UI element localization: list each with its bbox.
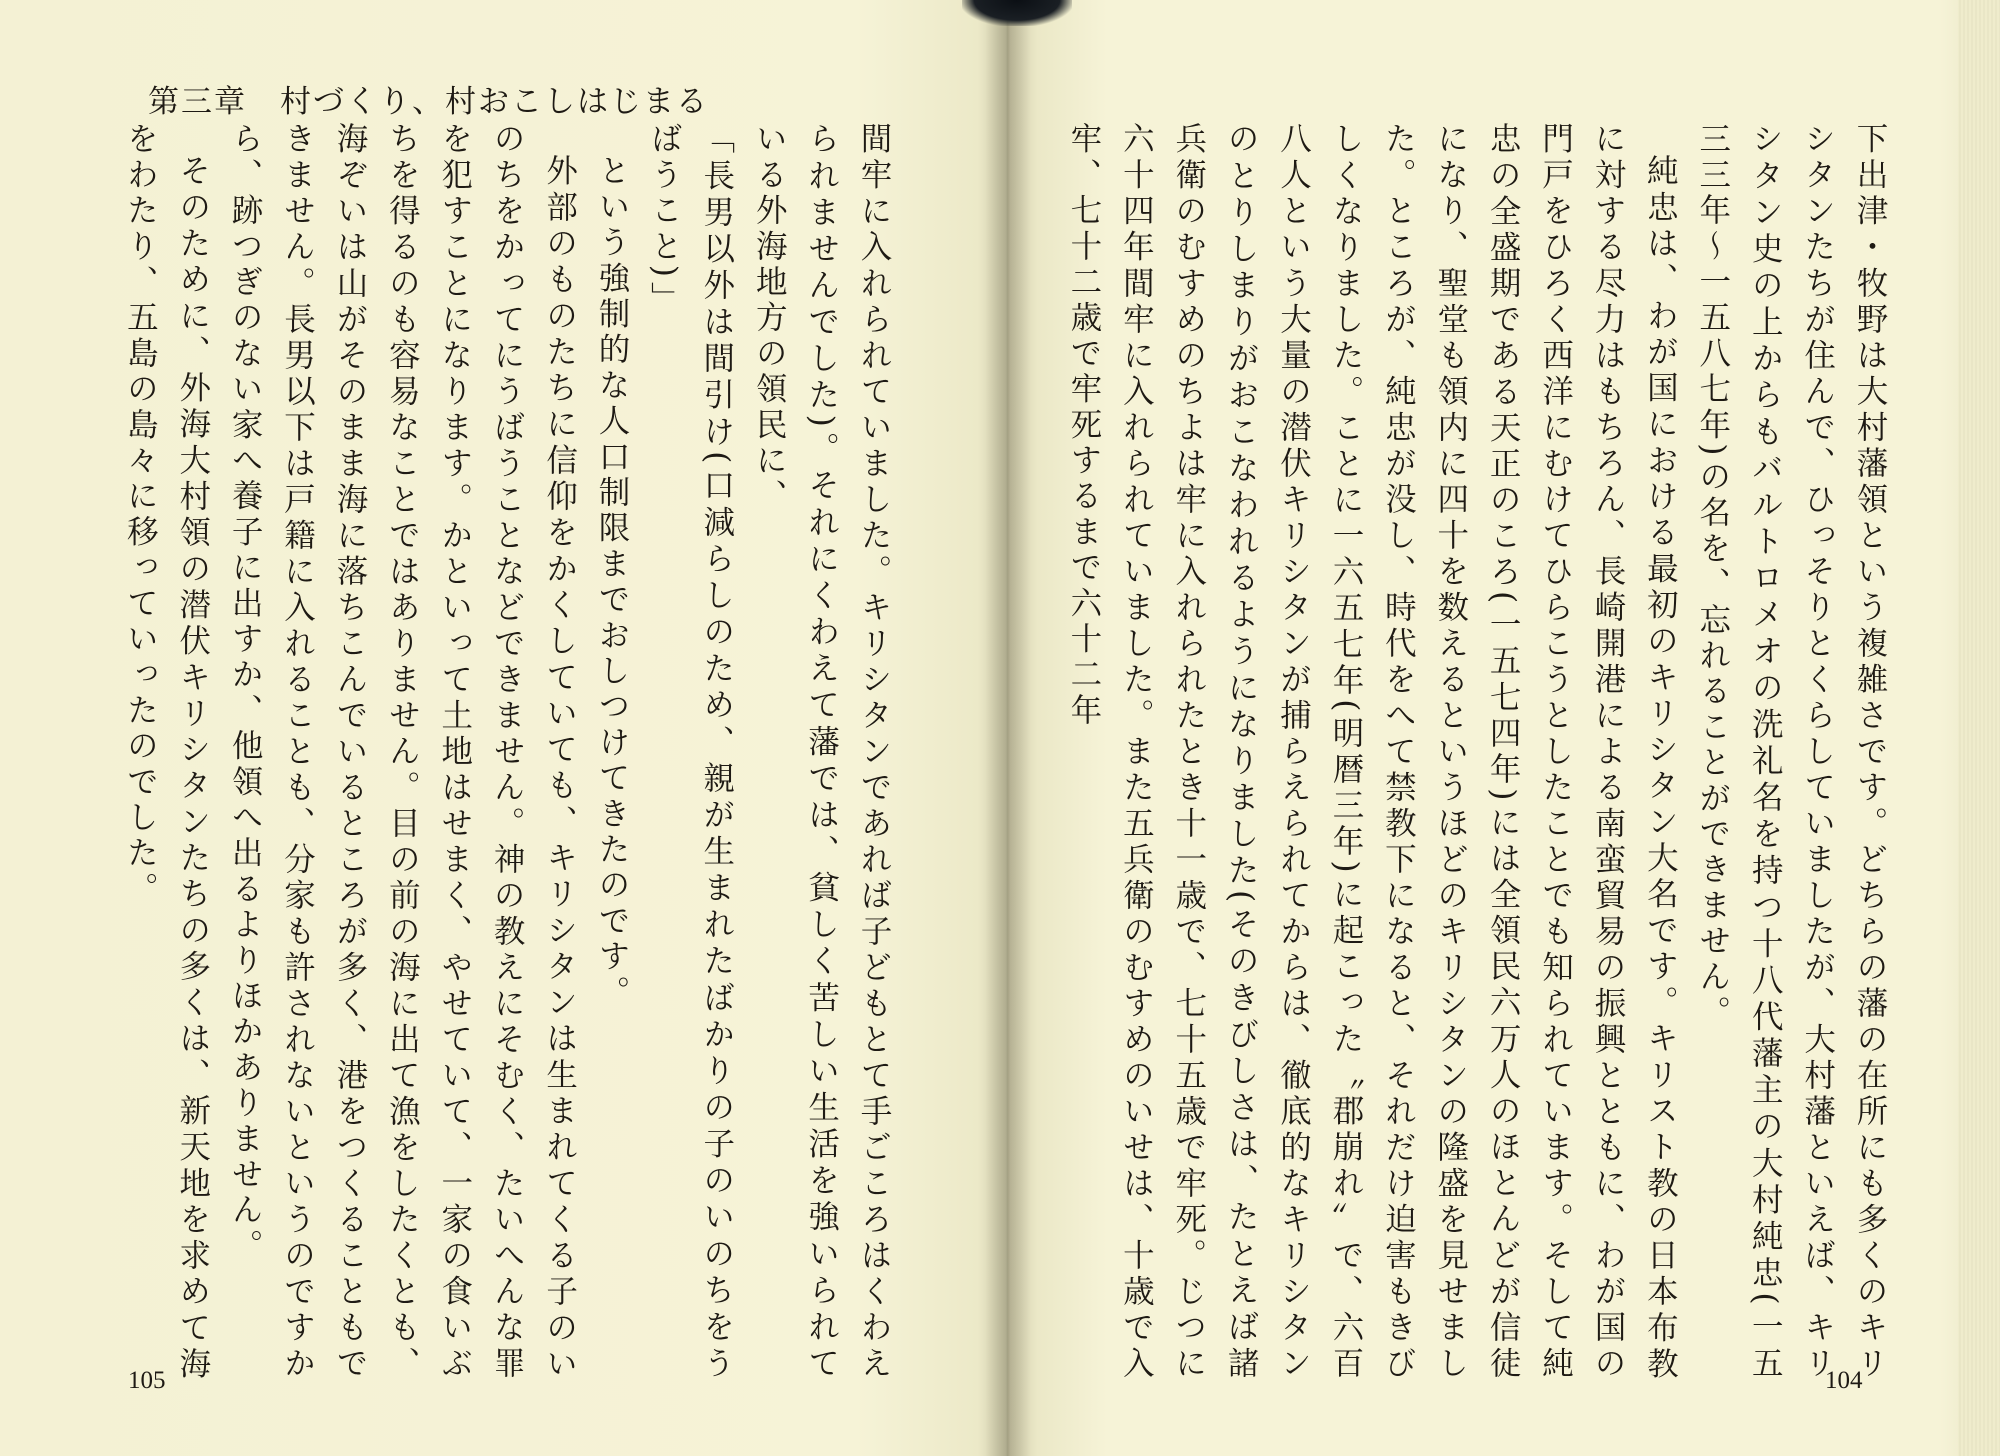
paragraph: 「長男以外は間引け(口減らしのため、親が生まれたばかりの子のいのちをうばうこと)」 [646, 122, 735, 1382]
left-page-text [122, 122, 900, 1382]
paragraph: そのために、外海大村領の潜伏キリシタンたちの多くは、新天地を求めて海をわたり、五島の島々に移っていったのでした。 [122, 122, 211, 1382]
paragraph: という強制的な人口制限までおしつけてきたのです。 [593, 153, 630, 1011]
paragraph: 間牢に入れられていました。キリシタンであれば子どもとて手ごころはくわえられませんでした)。それにくわえて藩では、貧しく苦しい生活を強いられている外海地方の領民に、 [751, 122, 892, 1382]
page-number-right: 104 [1825, 1367, 1863, 1394]
spine-shadow [962, 0, 1072, 26]
paragraph: 下出津・牧野は大村藩領という複雑さです。どちらの藩の在所にも多くのキリシタンたちが住んで、ひっそりとくらしていましたが、大村藩といえば、キリシタン史の上からもバルトロメオの洗礼名を持つ十八代藩主の大村純忠(一五三三年〜一五八七年)の名を、忘れることができません。 [1694, 122, 1888, 1382]
paragraph: 外部のものたちに信仰をかくしていても、キリシタンは生まれてくる子のいのちをかってにうばうことなどできません。神の教えにそむく、たいへんな罪を犯すことになります。かといって土地はせまく、やせていて、一家の食いぶちを得るのも容易なことではありません。目の前の海に出て漁をしたくとも、海ぞいは山がそのまま海に落ちこんでいるところが多く、港をつくることもできません。長男以下は戸籍に入れることも、分家も許されないというのですから、跡つぎのない家へ養子に出すか、他領へ出るよりほかありません。 [227, 122, 578, 1382]
book-gutter [985, 0, 1031, 1456]
right-page-text [1060, 122, 1896, 1382]
page-edges [1958, 0, 2000, 1456]
page-number-left: 105 [128, 1367, 166, 1394]
running-head: 第三章 村づくり、村おこしはじまる [148, 84, 709, 120]
paragraph: 純忠は、わが国における最初のキリシタン大名です。キリスト教の日本布教に対する尽力はもちろん、長崎開港による南蛮貿易の振興とともに、わが国の門戸をひろく西洋にむけてひらこうとしたことでも知られています。そして純忠の全盛期である天正のころ(一五七四年)には全領民六万人のほとんどが信徒になり、聖堂も領内に四十を数えるというほどのキリシタンの隆盛を見せました。ところが、純忠が没し、時代をへて禁教下になると、それだけ迫害もきびしくなりました。ことに一六五七年(明暦三年)に起こった〝郡崩れ〟で、六百八人という大量の潜伏キリシタンが捕らえられてからは、徹底的なキリシタンのとりしまりがおこなわれるようになりました(そのきびしさは、たとえば諸兵衛のむすめのちよは牢に入れられたとき十一歳で、七十五歳で牢死。じつに六十四年間牢に入れられていました。また五兵衛のむすめのいせは、十歳で入牢、七十二歳で牢死するまで六十二年 [1065, 122, 1679, 1382]
